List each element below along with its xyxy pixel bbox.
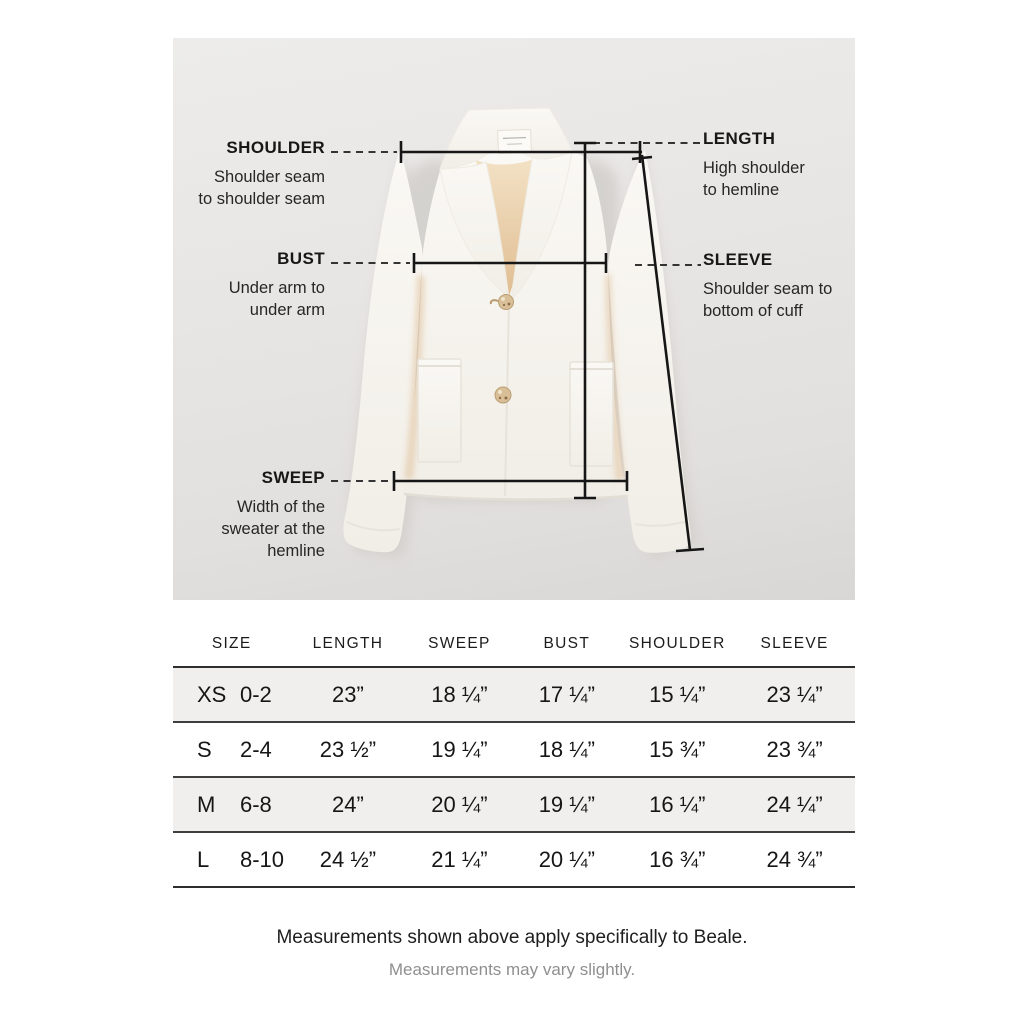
length-cell: 24” bbox=[332, 791, 364, 817]
header-sweep: SWEEP bbox=[428, 635, 491, 652]
sweep-description: Width of the sweater at the hemline bbox=[221, 498, 325, 560]
size-cell: XS 0-2 bbox=[197, 681, 272, 707]
annotation-bust bbox=[173, 249, 325, 321]
brand-label-tag bbox=[498, 129, 532, 153]
length-cell: 23” bbox=[332, 681, 364, 707]
header-sleeve: SLEEVE bbox=[760, 635, 829, 652]
sweep-cell: 21 ¼” bbox=[431, 846, 488, 872]
bust-cell: 18 ¼” bbox=[538, 736, 595, 762]
bust-cell: 17 ¼” bbox=[538, 681, 595, 707]
header-bust: BUST bbox=[543, 635, 591, 652]
bust-cell: 20 ¼” bbox=[538, 846, 595, 872]
table-row-l bbox=[173, 833, 855, 888]
size-cell: M 6-8 bbox=[197, 791, 272, 817]
sleeve-cell: 23 ¼” bbox=[766, 681, 823, 707]
length-label: LENGTH bbox=[703, 129, 776, 148]
sweep-cell: 18 ¼” bbox=[431, 681, 488, 707]
footer-note-secondary: Measurements may vary slightly. bbox=[388, 960, 636, 979]
header-size: SIZE bbox=[211, 635, 252, 652]
table-row-s bbox=[173, 723, 855, 778]
bust-description: Under arm to under arm bbox=[228, 279, 325, 319]
bust-label: BUST bbox=[277, 249, 325, 268]
bust-cell: 19 ¼” bbox=[538, 791, 595, 817]
shoulder-cell: 15 ¼” bbox=[649, 681, 706, 707]
bottom-button bbox=[495, 387, 511, 403]
footer-note-primary: Measurements shown above apply specifically to Beale. bbox=[276, 927, 748, 948]
sleeve-cell: 24 ¼” bbox=[766, 791, 823, 817]
sweep-label: SWEEP bbox=[261, 468, 325, 487]
annotation-shoulder bbox=[173, 138, 325, 210]
table-row-xs bbox=[173, 668, 855, 723]
sweep-cell: 19 ¼” bbox=[431, 736, 488, 762]
sleeve-cell: 23 ¾” bbox=[766, 736, 823, 762]
length-cell: 23 ½” bbox=[319, 736, 377, 762]
shoulder-cell: 16 ¼” bbox=[649, 791, 706, 817]
sleeve-description: Shoulder seam to bottom of cuff bbox=[703, 280, 833, 320]
sweep-cell: 20 ¼” bbox=[431, 791, 488, 817]
size-table bbox=[173, 622, 855, 888]
header-length: LENGTH bbox=[312, 635, 384, 652]
shoulder-description: Shoulder seam to shoulder seam bbox=[198, 168, 325, 208]
size-cell: L 8-10 bbox=[197, 846, 285, 872]
header-shoulder: SHOULDER bbox=[629, 635, 726, 652]
length-cell: 24 ½” bbox=[319, 846, 377, 872]
annotation-length bbox=[703, 129, 859, 201]
annotation-sweep bbox=[173, 468, 325, 562]
shoulder-cell: 15 ¾” bbox=[649, 736, 706, 762]
table-row-m bbox=[173, 778, 855, 833]
shoulder-label: SHOULDER bbox=[226, 138, 325, 157]
jacket-photo-panel bbox=[173, 38, 855, 600]
sleeve-cell: 24 ¾” bbox=[766, 846, 823, 872]
annotation-sleeve bbox=[703, 250, 859, 322]
size-cell: S 2-4 bbox=[197, 736, 272, 762]
length-description: High shoulder to hemline bbox=[703, 159, 805, 199]
size-table-header bbox=[173, 622, 855, 668]
sleeve-label: SLEEVE bbox=[703, 250, 773, 269]
shoulder-cell: 16 ¾” bbox=[649, 846, 706, 872]
